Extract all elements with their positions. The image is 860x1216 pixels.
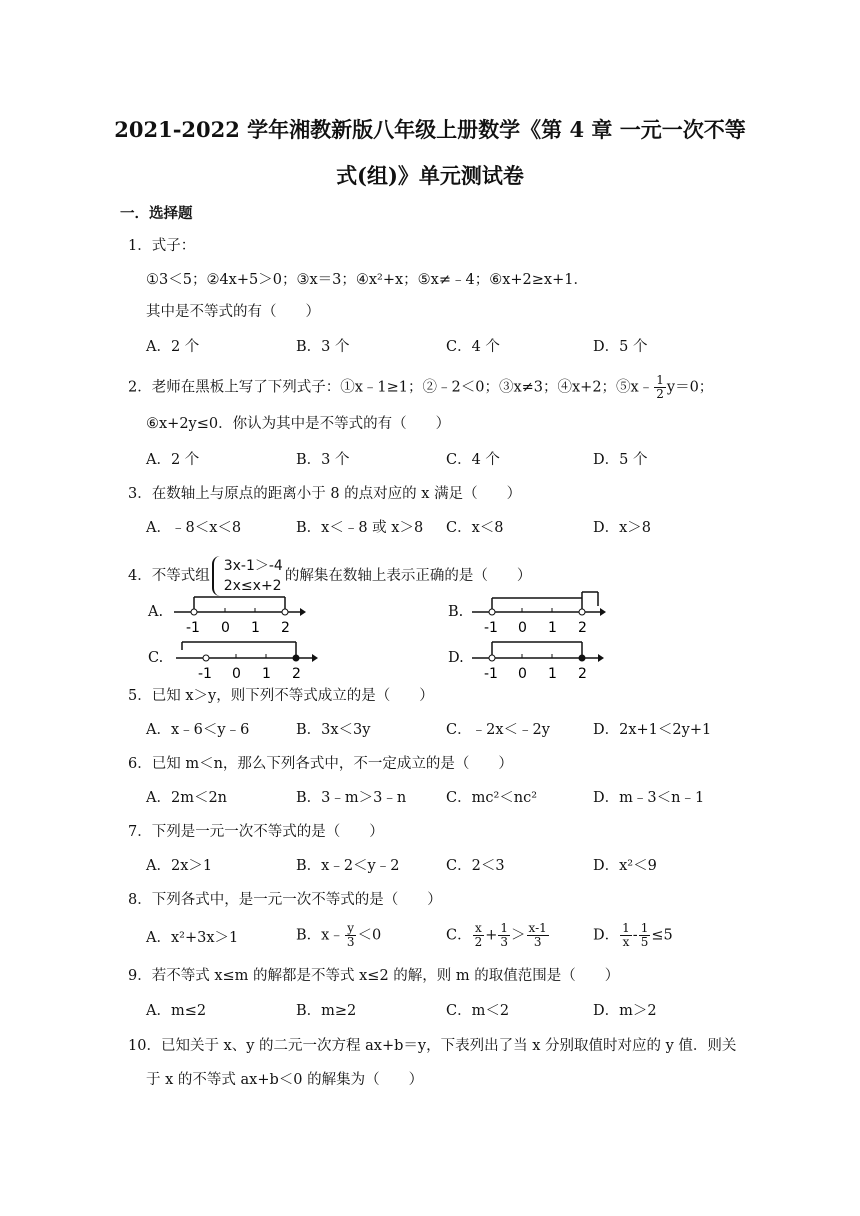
q8c-plus: + (485, 927, 498, 944)
q2-line1 (128, 374, 713, 401)
q10-line2: 于 x 的不等式 ax+b＜0 的解集为（ ） (146, 1072, 424, 1088)
q8d-frac1 (620, 922, 632, 949)
q1-ask: 其中是不等式的有（ ） (146, 304, 320, 320)
system-line-2: 2x≤x+2 (223, 578, 282, 594)
section-heading: 一．选择题 (120, 205, 193, 222)
c-open-point (203, 655, 209, 661)
q9-option-a: A．m≤2 (146, 1003, 207, 1019)
q10-line1: 10．已知关于 x、y 的二元一次方程 ax+b＝y，下表列出了当 x 分别取值时对应的 y 值．则关 (128, 1038, 737, 1054)
q6-stem: 6．已知 m＜n，那么下列各式中，不一定成立的是（ ） (128, 756, 513, 772)
b-open-point-left (489, 609, 495, 615)
q8-option-c (446, 922, 550, 949)
q7-stem: 7．下列是一元一次不等式的是（ ） (128, 824, 384, 840)
d-open-point (489, 655, 495, 661)
q1-expressions: ①3＜5；②4x+5＞0；③x＝3；④x²+x；⑤x≠﹣4；⑥x+2≥x+1． (146, 272, 588, 288)
page-title-line1: 2021-2022 学年湘教新版八年级上册数学《第 4 章 一元一次不等 (114, 117, 746, 142)
q8d-num2: 1 (640, 921, 649, 935)
q2-line2: ⑥x+2y≤0．你认为其中是不等式的有（ ） (146, 416, 451, 432)
q6-option-c: C．mc²＜nc² (446, 790, 538, 806)
a-arrow (300, 608, 306, 616)
q8c-num2: 1 (500, 921, 509, 935)
q8d-minus: - (632, 927, 638, 944)
q3-option-a: A．﹣8＜x＜8 (146, 520, 242, 536)
q4-stem-text: 4．不等式组 (128, 568, 210, 584)
b-label-1: 1 (548, 620, 557, 636)
b-arrow (600, 608, 606, 616)
number-line-a-svg (172, 592, 307, 638)
q1-option-b: B．3 个 (296, 339, 350, 355)
q6-option-d: D．m﹣3＜n﹣1 (593, 790, 705, 806)
number-line-b (470, 590, 610, 638)
q6-option-a: A．2m＜2n (146, 790, 228, 806)
q4-option-d-label: D. (448, 650, 464, 666)
number-line-d-svg (470, 638, 610, 684)
q8d-num1: 1 (622, 921, 630, 935)
q2-option-d: D．5 个 (593, 452, 648, 468)
q5-stem: 5．已知 x＞y，则下列不等式成立的是（ ） (128, 688, 434, 704)
q9-option-c: C．m＜2 (446, 1003, 510, 1019)
d-label-m1: -1 (484, 666, 498, 682)
q8c-den3: 3 (533, 935, 542, 949)
q8b-suffix: ＜0 (357, 927, 382, 944)
inequality-system (212, 556, 283, 596)
q8d-suffix: ≤5 (651, 927, 673, 944)
q8c-num3: x-1 (528, 921, 547, 935)
number-line-b-svg (470, 590, 610, 638)
q8c-den1: 2 (474, 935, 483, 949)
q4-option-b-label: B. (448, 604, 464, 620)
q8c-frac1 (473, 922, 485, 949)
q1-stem: 1．式子： (128, 238, 196, 254)
q2-option-a: A．2 个 (146, 452, 200, 468)
a-open-point-left (191, 609, 197, 615)
q8-option-d (593, 922, 673, 949)
q4-stem-tail: 的解集在数轴上表示正确的是（ ） (284, 568, 532, 584)
q8c-frac3 (527, 922, 549, 949)
q9-option-d: D．m＞2 (593, 1003, 657, 1019)
q3-option-c: C．x＜8 (446, 520, 504, 536)
q8c-den2: 3 (500, 935, 509, 949)
system-line-1: 3x-1＞-4 (223, 558, 283, 574)
q3-option-d: D．x＞8 (593, 520, 652, 536)
q2-fraction (654, 374, 666, 401)
c-arrow (312, 654, 318, 662)
q9-option-b: B．m≥2 (296, 1003, 357, 1019)
q5-option-c: C．﹣2x＜﹣2y (446, 722, 550, 738)
q2-line1-tail: y＝0； (666, 379, 714, 396)
q9-stem: 9．若不等式 x≤m 的解都是不等式 x≤2 的解，则 m 的取值范围是（ ） (128, 968, 620, 984)
number-line-c-svg (172, 638, 322, 684)
q2-frac-den: 2 (656, 387, 664, 401)
page-title-line2: 式(组)》单元测试卷 (336, 163, 524, 188)
q8c-num1: x (473, 922, 485, 936)
q3-stem: 3．在数轴上与原点的距离小于 8 的点对应的 x 满足（ ） (128, 486, 522, 502)
q8c-prefix: C． (446, 927, 472, 944)
q2-option-b: B．3 个 (296, 452, 350, 468)
a-label-0: 0 (221, 620, 230, 636)
c-label-2: 2 (292, 666, 301, 682)
d-label-0: 0 (518, 666, 527, 682)
q7-option-a: A．2x＞1 (146, 858, 213, 874)
q7-option-b: B．x﹣2＜y﹣2 (296, 858, 400, 874)
d-label-1: 1 (548, 666, 557, 682)
q7-option-c: C．2＜3 (446, 858, 505, 874)
d-closed-point (579, 655, 586, 662)
c-label-m1: -1 (198, 666, 212, 682)
number-line-c (172, 638, 322, 684)
q8-stem: 8．下列各式中，是一元一次不等式的是（ ） (128, 892, 442, 908)
c-label-0: 0 (232, 666, 241, 682)
c-closed-point (293, 655, 300, 662)
q6-option-b: B．3﹣m＞3﹣n (296, 790, 407, 806)
q5-option-d: D．2x+1＜2y+1 (593, 722, 712, 738)
q4-option-c-label: C. (148, 650, 164, 666)
number-line-a (172, 592, 307, 638)
a-label-1: 1 (251, 620, 260, 636)
q8c-gt: ＞ (511, 927, 526, 944)
q5-option-b: B．3x＜3y (296, 722, 371, 738)
b-label-2: 2 (578, 620, 587, 636)
q8d-den1: x (622, 935, 630, 949)
q2-option-c: C．4 个 (446, 452, 500, 468)
q2-line1-text: 2．老师在黑板上写了下列式子：①x﹣1≥1；②﹣2＜0；③x≠3；④x+2；⑤x﹣ (128, 379, 654, 396)
q1-option-a: A．2 个 (146, 339, 200, 355)
a-label-2: 2 (281, 620, 290, 636)
a-open-point-right (282, 609, 288, 615)
b-label-m1: -1 (484, 620, 498, 636)
b-open-point-right (579, 609, 585, 615)
d-label-2: 2 (578, 666, 587, 682)
c-label-1: 1 (262, 666, 271, 682)
d-arrow (598, 654, 604, 662)
a-label-m1: -1 (186, 620, 200, 636)
b-label-0: 0 (518, 620, 527, 636)
q8d-den2: 5 (640, 935, 649, 949)
q2-frac-num: 1 (656, 373, 664, 387)
q8b-prefix: B．x﹣ (296, 927, 344, 944)
number-line-d (470, 638, 610, 684)
q8b-num: y (345, 922, 357, 936)
q8-option-b (296, 922, 381, 949)
q8b-fraction (345, 922, 357, 949)
q8-option-a: A．x²+3x＞1 (146, 930, 239, 946)
q3-option-b: B．x＜﹣8 或 x＞8 (296, 520, 424, 536)
q8b-den: 3 (346, 935, 355, 949)
q1-option-d: D．5 个 (593, 339, 648, 355)
q4-option-a-label: A. (148, 604, 164, 620)
q8d-frac2 (639, 922, 651, 949)
q8d-prefix: D． (593, 927, 620, 944)
q7-option-d: D．x²＜9 (593, 858, 657, 874)
q5-option-a: A．x﹣6＜y﹣6 (146, 722, 250, 738)
q1-option-c: C．4 个 (446, 339, 500, 355)
q8c-frac2 (498, 922, 510, 949)
